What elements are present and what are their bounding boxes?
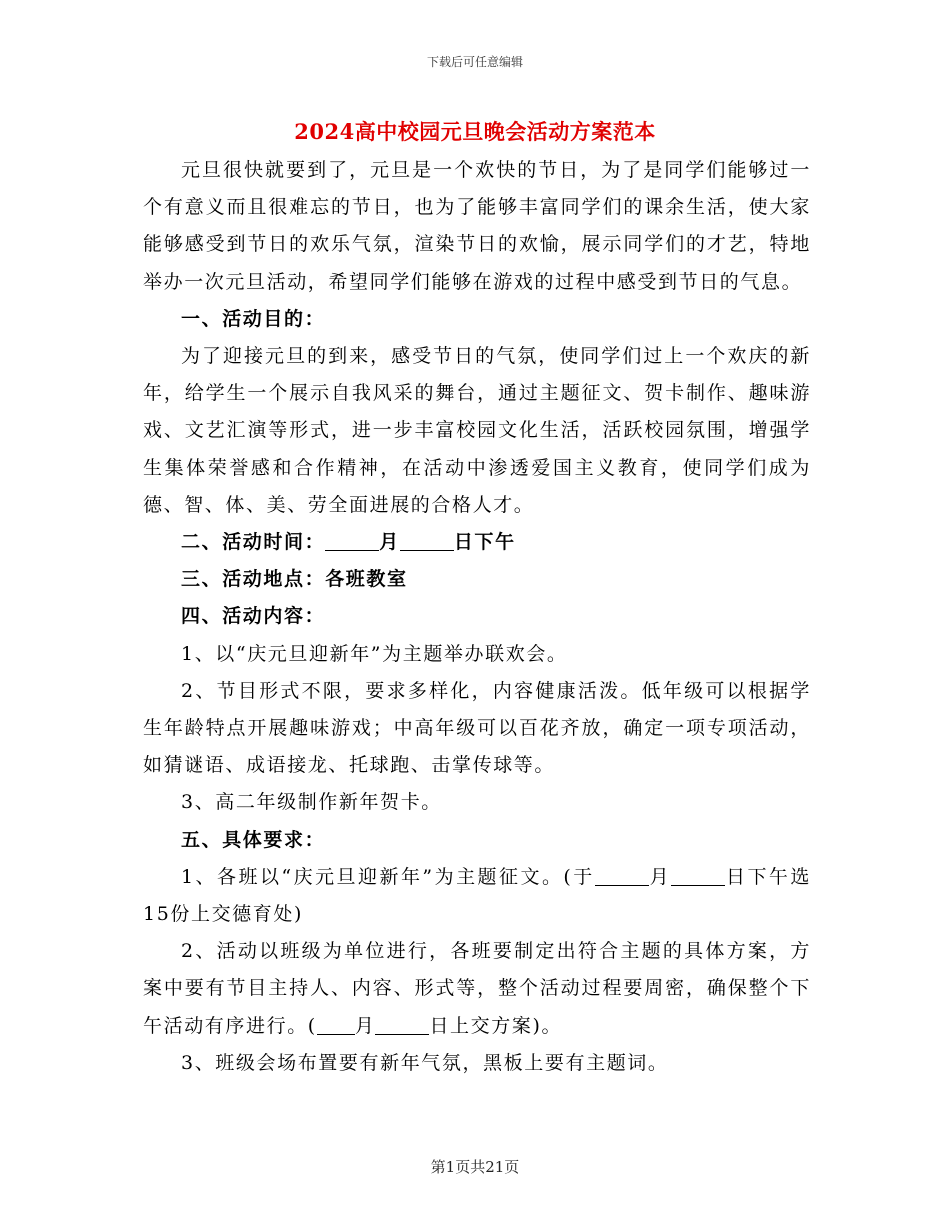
section5-item-2-text-c: 日上交方案)。 bbox=[429, 1014, 563, 1037]
section5-item-2 bbox=[143, 933, 811, 1045]
section5-item-1-text-a: 1、各班以“庆元旦迎新年”为主题征文。(于 bbox=[181, 865, 595, 888]
page-footer: 第1页共21页 bbox=[430, 1158, 520, 1176]
intro-paragraph: 元旦很快就要到了，元旦是一个欢快的节日，为了是同学们能够过一个有意义而且很难忘的节日，也为了能够丰富同学们的课余生活，使大家能够感受到节日的欢乐气氛，渲染节日的欢愉，展示同学们的才艺，特地举办一次元旦活动，希望同学们能够在游戏的过程中感受到节日的气息。 bbox=[143, 159, 811, 293]
section5-item-1 bbox=[143, 859, 811, 933]
section5-item-2-text-a: 2、活动以班级为单位进行，各班要制定出符合主题的具体方案，方案中要有节目主持人、内容、形式等，整个活动过程要周密，确保整个下午活动有序进行。( bbox=[143, 940, 811, 1037]
section4-item-1: 1、以“庆元旦迎新年”为主题举办联欢会。 bbox=[181, 642, 568, 665]
section5-item-1-month: 月 bbox=[648, 865, 672, 888]
section5-heading: 五、具体要求： bbox=[181, 828, 326, 851]
section1-heading: 一、活动目的： bbox=[181, 307, 326, 330]
section5-item-3: 3、班级会场布置要有新年气氛，黑板上要有主题词。 bbox=[181, 1051, 669, 1074]
section5-item-2-month-blank bbox=[317, 1016, 355, 1035]
day-blank bbox=[400, 532, 454, 551]
section2-heading: 二、活动时间： bbox=[181, 531, 326, 554]
document-body bbox=[143, 152, 811, 1082]
section4-item-2: 2、节目形式不限，要求多样化，内容健康活泼。低年级可以根据学生年龄特点开展趣味游戏；中高年级可以百花齐放，确定一项专项活动，如猜谜语、成语接龙、托球跑、击掌传球等。 bbox=[143, 679, 811, 777]
section5-item-2-month: 月 bbox=[354, 1014, 376, 1037]
section2-day-suffix: 日下午 bbox=[453, 531, 516, 554]
header-note: 下载后可任意编辑 bbox=[426, 55, 523, 69]
section5-item-1-text-c: 日下午选15份上交德育处) bbox=[143, 865, 812, 926]
section4-item-3: 3、高二年级制作新年贺卡。 bbox=[181, 791, 442, 814]
section3-heading: 三、活动地点：各班教室 bbox=[181, 568, 408, 591]
section2-heading-line bbox=[143, 524, 811, 561]
section2-month: 月 bbox=[379, 531, 400, 554]
document-title: 2024高中校园元旦晚会活动方案范本 bbox=[294, 119, 656, 144]
section5-item-1-month-blank bbox=[595, 867, 649, 886]
month-blank bbox=[325, 532, 379, 551]
section5-item-1-day-blank bbox=[671, 867, 725, 886]
section5-item-2-day-blank bbox=[375, 1016, 429, 1035]
section4-heading: 四、活动内容： bbox=[181, 605, 326, 628]
section1-paragraph: 为了迎接元旦的到来，感受节日的气氛，使同学们过上一个欢庆的新年，给学生一个展示自我风采的舞台，通过主题征文、贺卡制作、趣味游戏、文艺汇演等形式，进一步丰富校园文化生活，活跃校园氛围，增强学生集体荣誉感和合作精神，在活动中渗透爱国主义教育，使同学们成为德、智、体、美、劳全面进展的合格人才。 bbox=[143, 345, 811, 516]
